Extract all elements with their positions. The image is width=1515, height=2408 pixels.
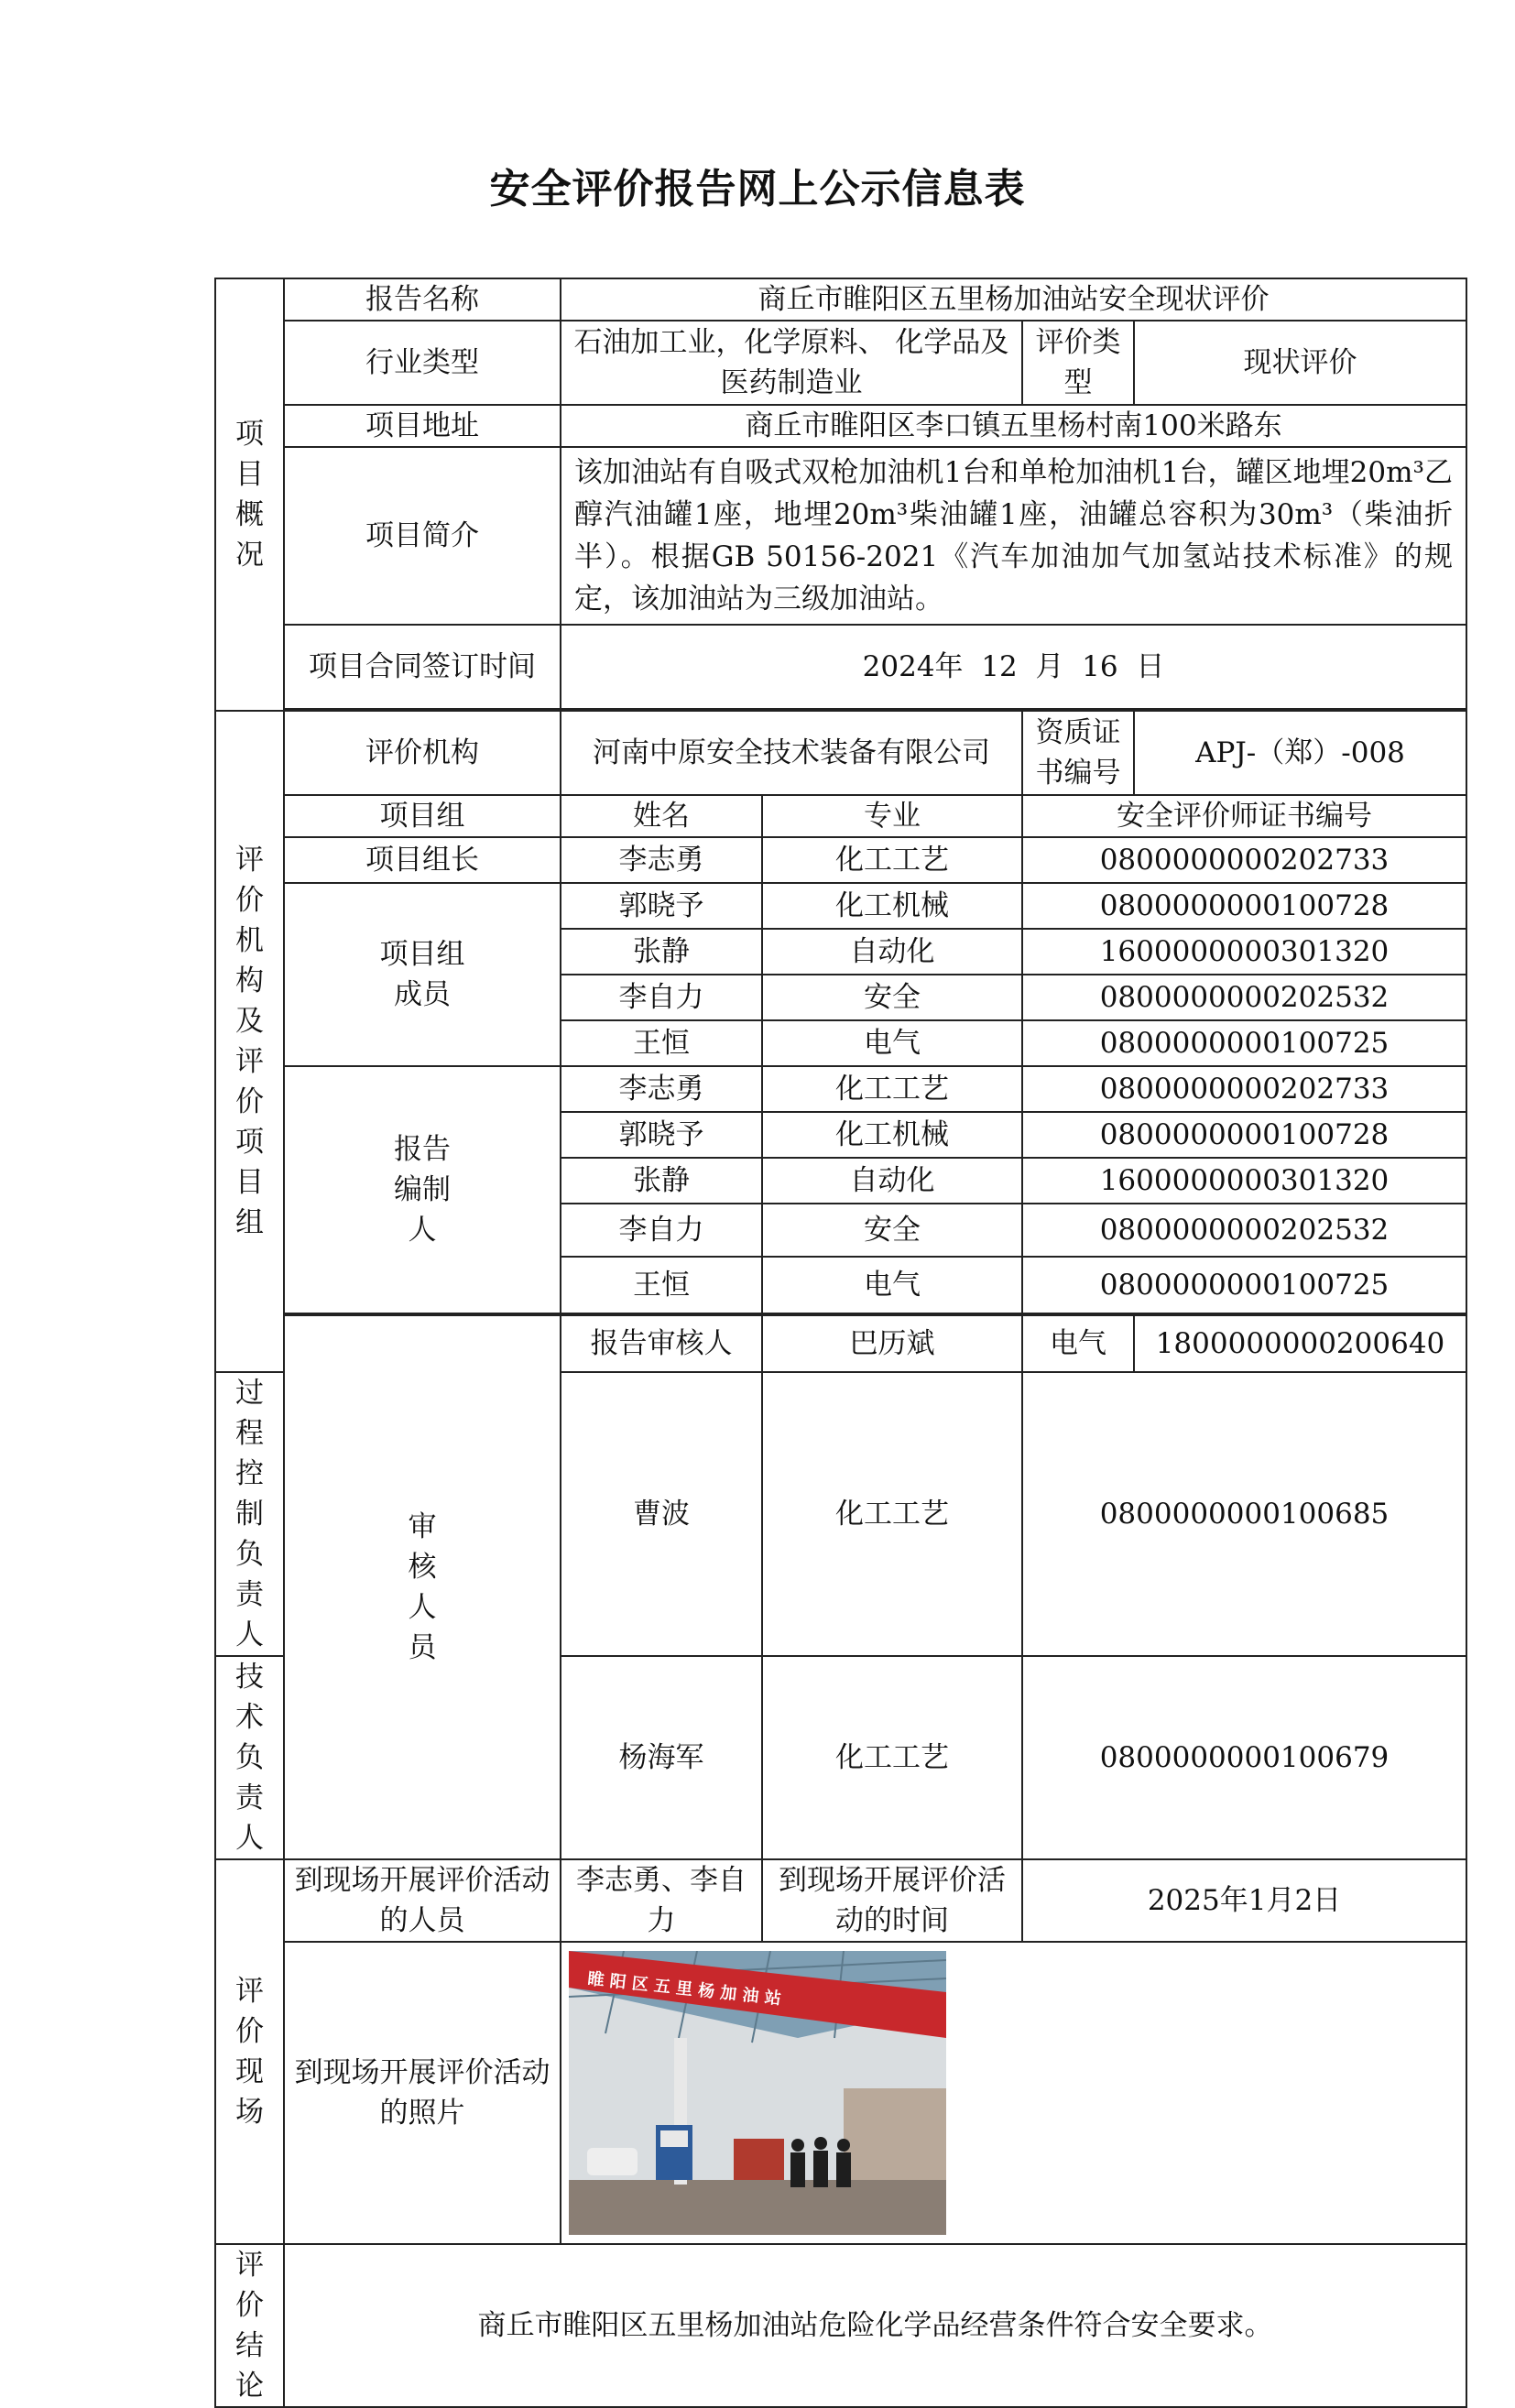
section-overview: 项目概况 — [215, 278, 284, 711]
leader-label: 项目组长 — [284, 837, 561, 883]
eval-type: 现状评价 — [1134, 321, 1466, 405]
person-major: 自动化 — [762, 1158, 1022, 1204]
person-cert: 1600000000301320 — [1022, 929, 1466, 975]
person-name: 张静 — [561, 929, 762, 975]
person-cert: 0800000000202532 — [1022, 1204, 1466, 1257]
person-major: 电气 — [1022, 1315, 1134, 1372]
person-cert: 0800000000100728 — [1022, 1112, 1466, 1158]
site-photo-label: 到现场开展评价活动的照片 — [284, 1942, 561, 2244]
section-site: 评价现场 — [215, 1859, 284, 2244]
industry-label: 行业类型 — [284, 321, 561, 405]
person-major: 化工工艺 — [762, 1372, 1022, 1656]
photo-pump-panel — [660, 2130, 688, 2147]
industry-type: 石油加工业，化学原料、 化学品及医药制造业 — [561, 321, 1022, 405]
header-name: 姓名 — [561, 795, 762, 837]
agency-name: 河南中原安全技术装备有限公司 — [561, 711, 1022, 795]
person-cert: 1600000000301320 — [1022, 1158, 1466, 1204]
photo-stall — [734, 2139, 784, 2180]
table-row — [215, 1066, 1466, 1112]
table-row — [215, 883, 1466, 929]
header-major: 专业 — [762, 795, 1022, 837]
table-row — [215, 837, 1466, 883]
page-title: 安全评价报告网上公示信息表 — [489, 166, 1026, 212]
photo-sign-text: 睢 阳 区 五 里 杨 加 油 站 — [586, 1969, 782, 2010]
section-reviewers: 审核人员 — [284, 1315, 561, 1859]
photo-people — [790, 2137, 851, 2187]
intro-label: 项目简介 — [284, 447, 561, 625]
site-people: 李志勇、李自力 — [561, 1859, 762, 1942]
person-major: 化工工艺 — [762, 1066, 1022, 1112]
header-cert: 安全评价师证书编号 — [1022, 795, 1466, 837]
person-major: 化工工艺 — [762, 837, 1022, 883]
person-name: 李志勇 — [561, 1066, 762, 1112]
person-cert: 0800000000202733 — [1022, 837, 1466, 883]
report-name: 商丘市睢阳区五里杨加油站安全现状评价 — [561, 278, 1466, 321]
person-cert: 0800000000202733 — [1022, 1066, 1466, 1112]
cert-label: 资质证书编号 — [1022, 711, 1134, 795]
agency-cert: APJ-（郑）-008 — [1134, 711, 1466, 795]
person-name: 杨海军 — [561, 1656, 762, 1859]
person-cert: 1800000000200640 — [1134, 1315, 1466, 1372]
person-name: 张静 — [561, 1158, 762, 1204]
person-name: 郭晓予 — [561, 883, 762, 929]
person-major: 化工工艺 — [762, 1656, 1022, 1859]
reviewer-role: 技术负责人 — [215, 1656, 284, 1859]
site-time: 2025年1月2日 — [1022, 1859, 1466, 1942]
person-major: 电气 — [762, 1257, 1022, 1313]
person-cert: 0800000000100685 — [1022, 1372, 1466, 1656]
table-row — [215, 1315, 1466, 1372]
person-major: 自动化 — [762, 929, 1022, 975]
reviewer-role: 报告审核人 — [561, 1315, 762, 1372]
person-name: 王恒 — [561, 1257, 762, 1313]
person-major: 化工机械 — [762, 883, 1022, 929]
project-intro: 该加油站有自吸式双枪加油机1台和单枪加油机1台，罐区地埋20m³乙醇汽油罐1座，地埋20m³柴油罐1座，油罐总容积为30m³（柴油折半）。根据GB 50156-2021《汽车加油加气加氢站技术标准》的规定，该加油站为三级加油站。 — [561, 447, 1466, 625]
address-label: 项目地址 — [284, 405, 561, 447]
contract-label: 项目合同签订时间 — [284, 625, 561, 709]
person-cert: 0800000000100728 — [1022, 883, 1466, 929]
person-name: 巴历斌 — [762, 1315, 1022, 1372]
photo-building — [844, 2088, 946, 2180]
site-photo-cell — [561, 1942, 1466, 2244]
person-major: 安全 — [762, 1204, 1022, 1257]
person-major: 化工机械 — [762, 1112, 1022, 1158]
person-name: 曹波 — [561, 1372, 762, 1656]
info-table — [214, 278, 1467, 2408]
person-name: 李志勇 — [561, 837, 762, 883]
photo-ground — [569, 2180, 946, 2235]
eval-type-label: 评价类型 — [1022, 321, 1134, 405]
header-group: 项目组 — [284, 795, 561, 837]
person-cert: 0800000000202532 — [1022, 975, 1466, 1020]
members-label: 项目组成员 — [284, 883, 561, 1066]
site-photo — [569, 1951, 946, 2235]
site-time-label: 到现场开展评价活动的时间 — [762, 1859, 1022, 1942]
section-agency: 评价机构及评价项目组 — [215, 711, 284, 1372]
project-address: 商丘市睢阳区李口镇五里杨村南100米路东 — [561, 405, 1466, 447]
person-major: 安全 — [762, 975, 1022, 1020]
section-conclusion: 评价结论 — [215, 2244, 284, 2407]
person-cert: 0800000000100679 — [1022, 1656, 1466, 1859]
person-name: 郭晓予 — [561, 1112, 762, 1158]
site-people-label: 到现场开展评价活动的人员 — [284, 1859, 561, 1942]
reviewer-role: 过程控制负责人 — [215, 1372, 284, 1656]
person-name: 李自力 — [561, 1204, 762, 1257]
conclusion-text: 商丘市睢阳区五里杨加油站危险化学品经营条件符合安全要求。 — [284, 2244, 1466, 2407]
photo-car — [587, 2148, 638, 2175]
person-cert: 0800000000100725 — [1022, 1257, 1466, 1313]
person-name: 李自力 — [561, 975, 762, 1020]
org-label: 评价机构 — [284, 711, 561, 795]
report-name-label: 报告名称 — [284, 278, 561, 321]
person-major: 电气 — [762, 1020, 1022, 1066]
person-cert: 0800000000100725 — [1022, 1020, 1466, 1066]
contract-date: 2024年 12 月 16 日 — [561, 625, 1466, 709]
authors-label: 报告编制人 — [284, 1066, 561, 1313]
person-name: 王恒 — [561, 1020, 762, 1066]
